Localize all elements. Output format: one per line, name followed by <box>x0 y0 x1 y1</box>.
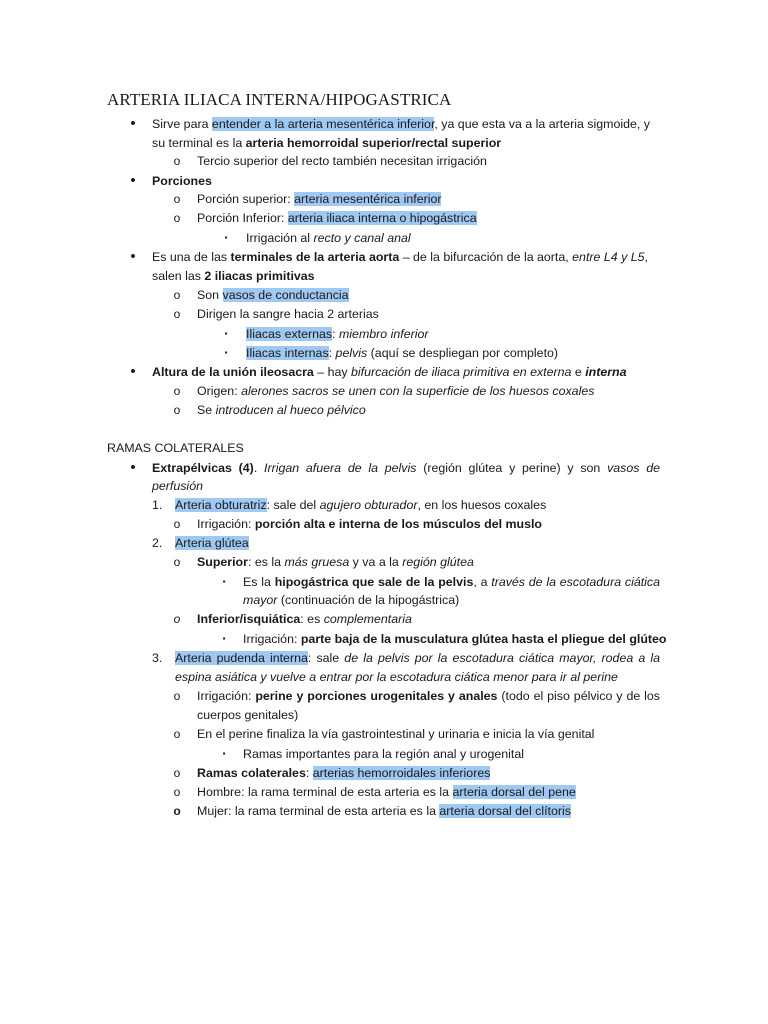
page-title: ARTERIA ILIACA INTERNA/HIPOGASTRICA <box>107 90 452 109</box>
text-line: perfusión <box>152 479 203 493</box>
bullet-marker: • <box>130 115 136 132</box>
text-line: cuerpos genitales) <box>197 708 299 722</box>
text-line: Irrigación al recto y canal anal <box>246 231 411 245</box>
highlight: arterias hemorroidales inferiores <box>312 766 491 780</box>
square-bullet-marker: ▪ <box>222 749 226 758</box>
highlight: Iliacas internas <box>246 346 329 360</box>
text-line: Inferior/isquiática: es complementaria <box>197 612 412 626</box>
list-number: 3. <box>152 651 163 665</box>
bullet-marker: • <box>130 248 136 265</box>
sub-bullet-marker: o <box>173 288 181 302</box>
text-line: Iliacas internas: pelvis (aquí se despliegan por completo) <box>246 346 559 360</box>
sub-bullet-marker: o <box>173 307 181 321</box>
bullet-marker: • <box>130 363 136 380</box>
text-line: Arteria obturatriz: sale del agujero obturador, en los huesos coxales <box>175 498 547 512</box>
sub-bullet-marker: o <box>173 403 181 417</box>
text-line: Sirve para entender a la arteria mesentérica inferior, ya que esta va a la arteria sigmoide, y <box>152 117 650 131</box>
text-line <box>175 534 249 552</box>
text-line: espina asiática y vuelve a entrar por la escotadura ciática menor para ir al perine <box>175 670 618 684</box>
sub-bullet-marker: o <box>173 192 181 206</box>
text-line: Dirigen la sangre hacia 2 arterias <box>197 307 379 321</box>
text-line: Es la hipogástrica que sale de la pelvis, a través de la escotadura ciática <box>243 575 661 589</box>
sub-bullet-marker: o <box>173 517 181 531</box>
sub-bullet-marker: o <box>173 384 181 398</box>
text-line: Se introducen al hueco pélvico <box>197 403 366 417</box>
text-line: Son vasos de conductancia <box>197 288 349 302</box>
square-bullet-marker: ▪ <box>224 233 228 242</box>
text-line: Porción superior: arteria mesentérica inferior <box>197 192 442 206</box>
text-line: salen las 2 iliacas primitivas <box>152 269 315 283</box>
text-line: Origen: alerones sacros se unen con la superficie de los huesos coxales <box>197 384 595 398</box>
highlight: Arteria obturatriz <box>175 498 267 512</box>
text-line: Extrapélvicas (4). Irrigan afuera de la pelvis (región glútea y perine) y son vasos de <box>152 461 660 475</box>
text-line: Superior: es la más gruesa y va a la región glútea <box>197 555 474 569</box>
text-line: Iliacas externas: miembro inferior <box>246 327 429 341</box>
square-bullet-marker: ▪ <box>222 577 226 586</box>
text-line: Irrigación: perine y porciones urogenitales y anales (todo el piso pélvico y de los <box>197 689 660 703</box>
sub-bullet-marker: o <box>173 612 181 626</box>
highlight: arteria dorsal del pene <box>452 785 576 799</box>
sub-bullet-marker: o <box>173 555 181 569</box>
text-line: En el perine finaliza la vía gastrointestinal y urinaria e inicia la vía genital <box>197 727 595 741</box>
highlight: Arteria glútea <box>175 536 249 550</box>
bullet-marker: • <box>130 459 136 476</box>
section-heading: RAMAS COLATERALES <box>107 441 244 455</box>
sub-bullet-marker: o <box>173 689 181 703</box>
bullet-marker: • <box>130 172 136 189</box>
text-line: Tercio superior del recto también necesitan irrigación <box>197 154 487 168</box>
sub-bullet-marker: o <box>173 154 181 168</box>
highlight: entender a la arteria mesentérica inferior <box>211 117 435 131</box>
list-number: 1. <box>152 498 163 512</box>
text-line: su terminal es la arteria hemorroidal superior/rectal superior <box>152 136 502 150</box>
text-line: Ramas colaterales: arterias hemorroidales inferiores <box>197 766 491 780</box>
sub-bullet-marker: o <box>173 766 181 780</box>
square-bullet-marker: ▪ <box>224 329 228 338</box>
square-bullet-marker: ▪ <box>224 348 228 357</box>
sub-bullet-marker: o <box>173 785 181 799</box>
text-line: Porciones <box>152 174 212 188</box>
text-line: Es una de las terminales de la arteria aorta – de la bifurcación de la aorta, entre L4 y L5, <box>152 250 648 264</box>
text-line: Hombre: la rama terminal de esta arteria es la arteria dorsal del pene <box>197 785 576 799</box>
text-line: Arteria pudenda interna: sale de la pelvis por la escotadura ciática mayor, rodea a la <box>175 651 661 665</box>
highlight: arteria mesentérica inferior <box>294 192 442 206</box>
text-line: mayor (continuación de la hipogástrica) <box>243 593 460 607</box>
text-line: Irrigación: parte baja de la musculatura glútea hasta el pliegue del glúteo <box>243 632 667 646</box>
text-line: Ramas importantes para la región anal y urogenital <box>243 747 525 761</box>
text-line: Mujer: la rama terminal de esta arteria es la arteria dorsal del clítoris <box>197 804 571 818</box>
text-line: Irrigación: porción alta e interna de los músculos del muslo <box>197 517 542 531</box>
sub-bullet-marker: o <box>173 211 181 225</box>
highlight: Iliacas externas <box>246 327 333 341</box>
highlight: arteria dorsal del clítoris <box>439 804 571 818</box>
highlight: vasos de conductancia <box>222 288 349 302</box>
sub-bullet-marker: o <box>173 727 181 741</box>
highlight: Arteria pudenda interna <box>175 651 308 665</box>
sub-bullet-marker: o <box>173 804 181 818</box>
text-line: Porción Inferior: arteria iliaca interna o hipogástrica <box>197 211 477 225</box>
list-number: 2. <box>152 536 163 550</box>
highlight: arteria iliaca interna o hipogástrica <box>287 211 477 225</box>
square-bullet-marker: ▪ <box>222 634 226 643</box>
text-line: Altura de la unión ileosacra – hay bifurcación de iliaca primitiva en externa e interna <box>152 365 627 379</box>
